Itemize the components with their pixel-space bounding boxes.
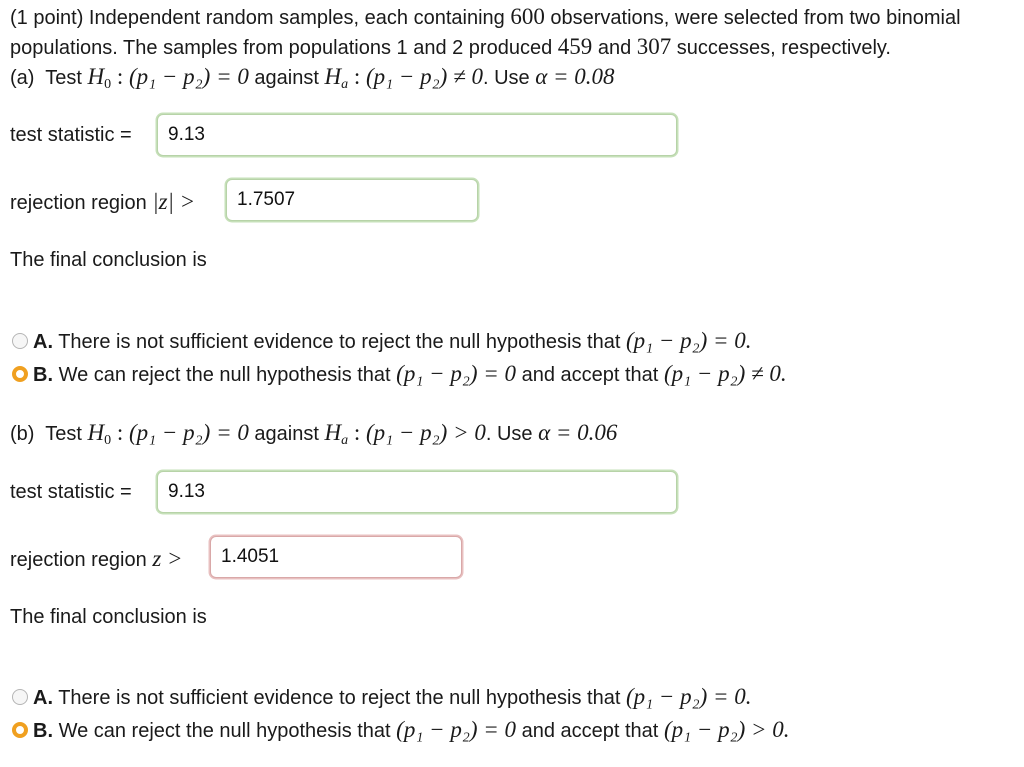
part-b-rejection-label: rejection region z > <box>10 546 183 571</box>
part-b-hypothesis: (b) Test $H_0$ : (p₁ − p₂) = 0 against $H_a$ : (p₁ − p₂) > 0. Use α = 0.06 <box>10 420 618 448</box>
part-b-conclusion-label: The final conclusion is <box>10 606 207 628</box>
part-b-test-statistic-label: test statistic = <box>10 481 132 503</box>
part-b-option-b[interactable]: B. We can reject the null hypothesis that (p₁ − p₂) = 0 and accept that (p₁ − p₂) > 0. <box>33 717 790 742</box>
part-a-test-statistic-label: test statistic = <box>10 124 132 146</box>
problem-intro-line-1: (1 point) Independent random samples, each containing 600 observations, were selected from two binomial <box>10 4 961 29</box>
part-a-option-b[interactable]: B. We can reject the null hypothesis that (p₁ − p₂) = 0 and accept that (p₁ − p₂) ≠ 0. <box>33 361 787 386</box>
part-a-rejection-input[interactable]: 1.7507 <box>226 179 478 221</box>
part-b-option-b-radio[interactable] <box>12 722 28 738</box>
part-a-option-b-radio[interactable] <box>12 366 28 382</box>
part-a-hypothesis: (a) Test $H_0$ : (p₁ − p₂) = 0 against $H_a$ : (p₁ − p₂) ≠ 0. Use α = 0.08 <box>10 64 615 92</box>
part-a-rejection-label: rejection region |z| > <box>10 189 196 214</box>
part-a-conclusion-label: The final conclusion is <box>10 249 207 271</box>
part-a-option-a[interactable]: A. There is not sufficient evidence to reject the null hypothesis that (p₁ − p₂) = 0. <box>33 328 752 353</box>
problem-intro-line-2: populations. The samples from populations 1 and 2 produced 459 and 307 successes, respectively. <box>10 34 891 59</box>
part-b-test-statistic-input[interactable]: 9.13 <box>157 471 677 513</box>
part-a-option-a-radio[interactable] <box>12 333 28 349</box>
part-b-rejection-input[interactable]: 1.4051 <box>210 536 462 578</box>
part-b-option-a[interactable]: A. There is not sufficient evidence to reject the null hypothesis that (p₁ − p₂) = 0. <box>33 684 752 709</box>
part-a-test-statistic-input[interactable]: 9.13 <box>157 114 677 156</box>
part-b-option-a-radio[interactable] <box>12 689 28 705</box>
